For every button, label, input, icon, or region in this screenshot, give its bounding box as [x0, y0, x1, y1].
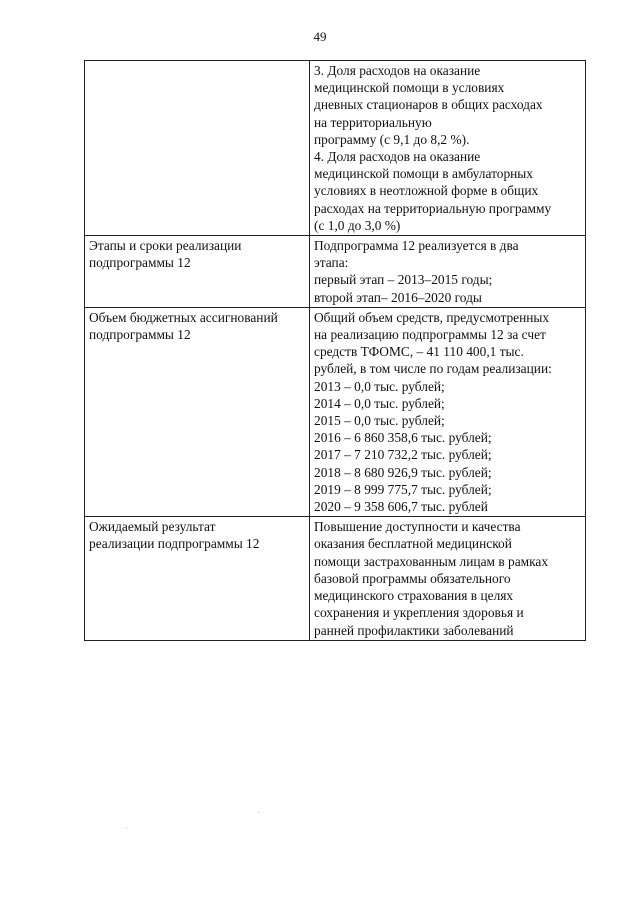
text-line: 2017 – 7 210 732,2 тыс. рублей;: [314, 447, 492, 463]
text-line: на реализацию подпрограммы 12 за счет: [314, 327, 546, 343]
table-row: [85, 61, 586, 236]
row-label-cell: [85, 236, 310, 308]
text-line: Подпрограмма 12 реализуется в два: [314, 238, 519, 254]
label-line: Этапы и сроки реализации: [89, 238, 242, 254]
text-line: помощи застрахованным лицам в рамках: [314, 553, 549, 569]
page-number: 49: [313, 29, 327, 44]
text-line: средств ТФОМС, – 41 110 400,1 тыс.: [314, 344, 524, 360]
text-line: (с 1,0 до 3,0 %): [314, 217, 401, 233]
text-line: базовой программы обязательного: [314, 570, 511, 586]
label-line: реализации подпрограммы 12: [89, 536, 260, 552]
text-line: Общий объем средств, предусмотренных: [314, 309, 550, 325]
text-line: медицинской помощи в амбулаторных: [314, 166, 533, 182]
text-line: 2015 – 0,0 тыс. рублей;: [314, 413, 445, 429]
label-line: Объем бюджетных ассигнований: [89, 309, 278, 325]
text-line: Повышение доступности и качества: [314, 519, 521, 535]
label-line: Ожидаемый результат: [89, 519, 216, 535]
text-line: условиях в неотложной форме в общих: [314, 183, 539, 199]
label-line: подпрограммы 12: [89, 255, 191, 271]
text-line: медицинского страхования в целях: [314, 588, 514, 604]
row-label-cell: [85, 61, 310, 236]
row-value-cell: [310, 307, 586, 516]
text-line: дневных стационаров в общих расходах: [314, 97, 543, 113]
passport-table: [84, 60, 586, 641]
table-row: [85, 517, 586, 640]
text-line: 4. Доля расходов на оказание: [314, 149, 481, 165]
row-label-cell: [85, 517, 310, 640]
row-label-cell: [85, 307, 310, 516]
text-line: оказания бесплатной медицинской: [314, 536, 512, 552]
text-line: 2019 – 8 999 775,7 тыс. рублей;: [314, 481, 492, 497]
text-line: 2014 – 0,0 тыс. рублей;: [314, 395, 445, 411]
text-line: медицинской помощи в условиях: [314, 80, 505, 96]
text-line: ранней профилактики заболеваний: [314, 622, 514, 638]
table-row: [85, 236, 586, 308]
text-line: программу (с 9,1 до 8,2 %).: [314, 131, 470, 147]
row-value-cell: [310, 517, 586, 640]
text-line: на территориальную: [314, 114, 432, 130]
row-value-cell: [310, 61, 586, 236]
label-line: подпрограммы 12: [89, 327, 191, 343]
text-line: 2016 – 6 860 358,6 тыс. рублей;: [314, 430, 492, 446]
text-line: второй этап– 2016–2020 годы: [314, 289, 482, 305]
scan-speck: [126, 828, 127, 829]
text-line: первый этап – 2013–2015 годы;: [314, 272, 493, 288]
text-line: 2013 – 0,0 тыс. рублей;: [314, 378, 445, 394]
scan-speck: [258, 812, 259, 813]
text-line: 2018 – 8 680 926,9 тыс. рублей;: [314, 464, 492, 480]
text-line: рублей, в том числе по годам реализации:: [314, 361, 552, 377]
text-line: сохранения и укрепления здоровья и: [314, 605, 524, 621]
table-row: [85, 307, 586, 516]
text-line: расходах на территориальную программу: [314, 200, 552, 216]
text-line: 2020 – 9 358 606,7 тыс. рублей: [314, 499, 488, 515]
text-line: этапа:: [314, 255, 349, 271]
row-value-cell: [310, 236, 586, 308]
text-line: 3. Доля расходов на оказание: [314, 63, 481, 78]
